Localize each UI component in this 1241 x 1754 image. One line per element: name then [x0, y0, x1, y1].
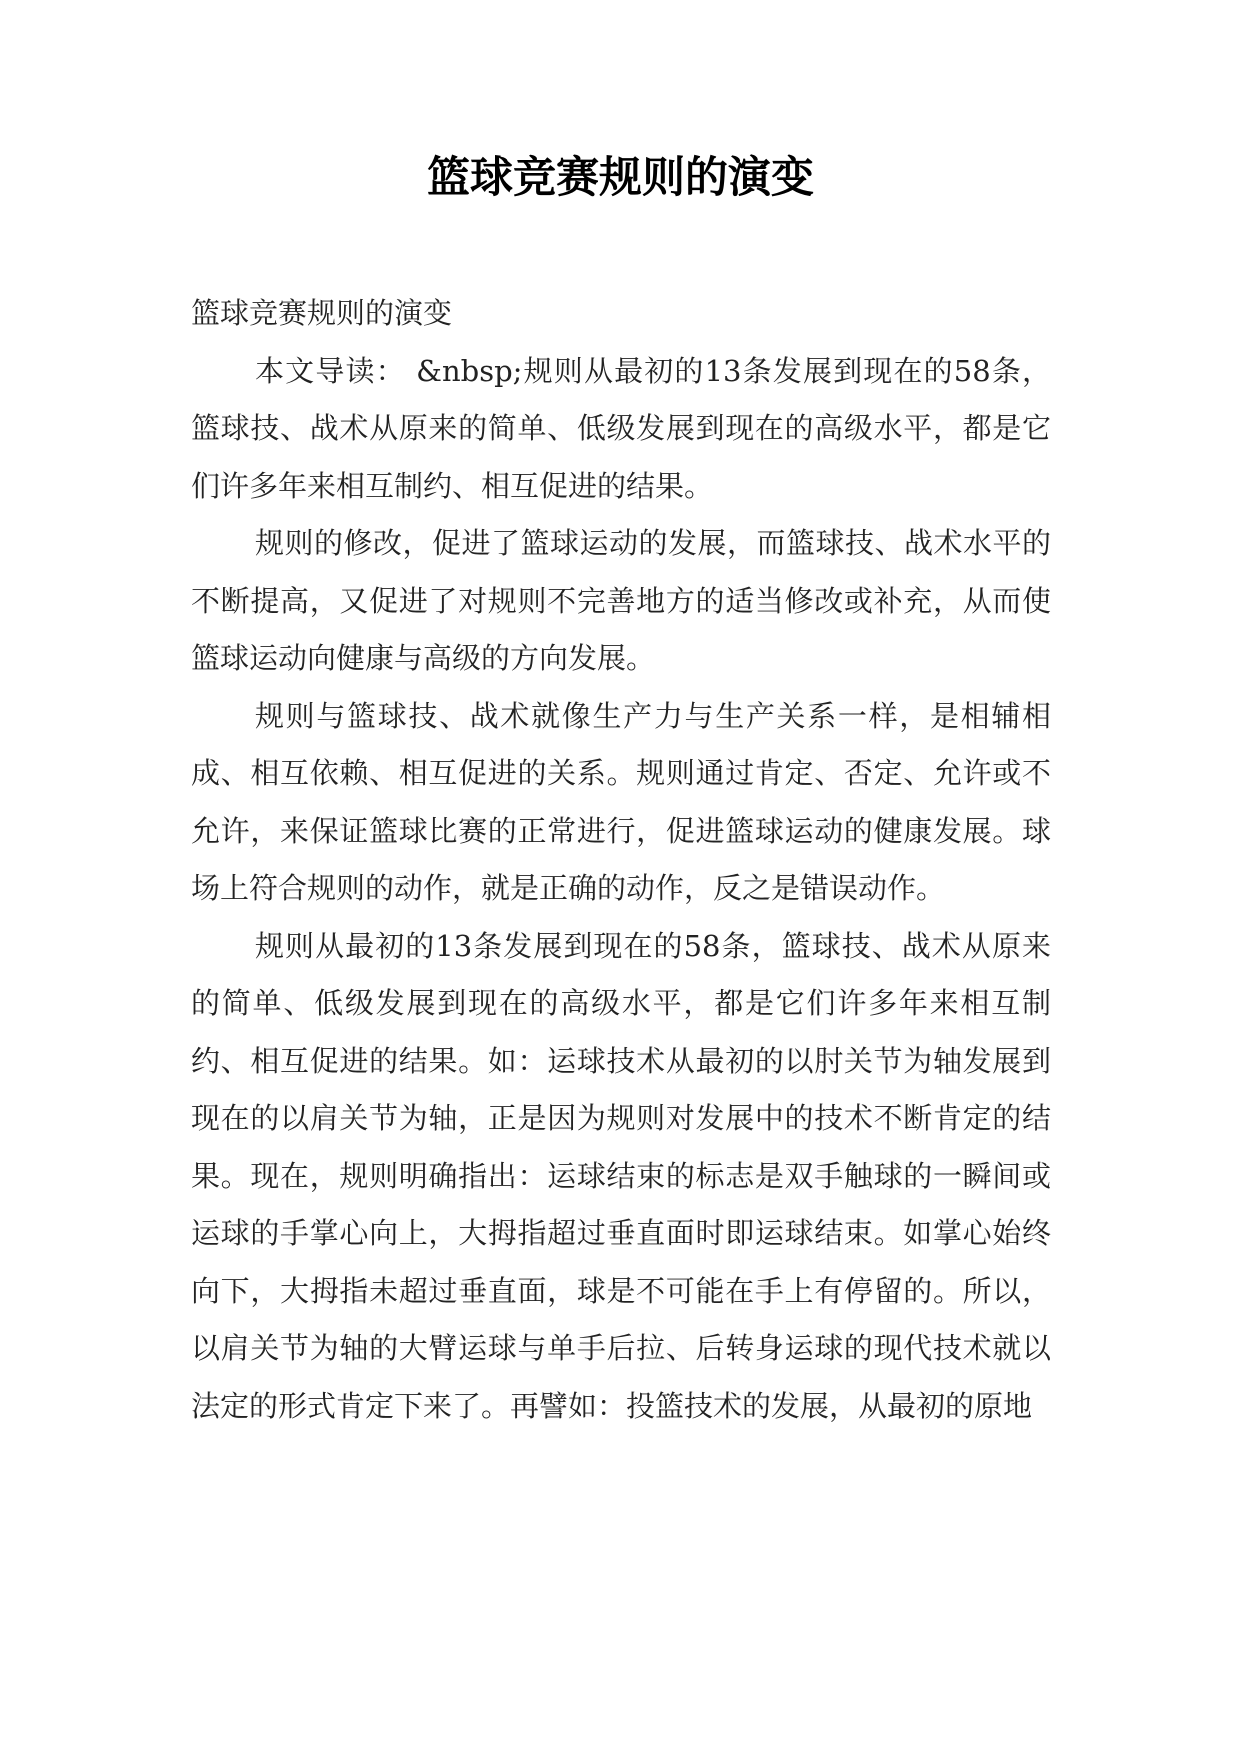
document-title: 篮球竞赛规则的演变: [427, 153, 814, 203]
body-paragraph: 规则与篮球技、战术就像生产力与生产关系一样，是相辅相成、相互依赖、相互促进的关系。规则通过肯定、否定、允许或不允许，来保证篮球比赛的正常进行，促进篮球运动的健康发展。球场上符合规则的动作，就是正确的动作，反之是错误动作。: [191, 698, 1051, 905]
body-paragraph: 规则的修改，促进了篮球运动的发展，而篮球技、战术水平的不断提高，又促进了对规则不完善地方的适当修改或补充，从而使篮球运动向健康与高级的方向发展。: [191, 526, 1051, 675]
body-paragraph: 本文导读： &nbsp;规则从最初的13条发展到现在的58条，篮球技、战术从原来的简单、低级发展到现在的高级水平，都是它们许多年来相互制约、相互促进的结果。: [191, 353, 1051, 503]
body-paragraph: 篮球竞赛规则的演变: [191, 296, 453, 330]
document-body: [191, 285, 1051, 1435]
body-paragraph: 规则从最初的13条发展到现在的58条，篮球技、战术从原来的简单、低级发展到现在的高级水平，都是它们许多年来相互制约、相互促进的结果。如：运球技术从最初的以肘关节为轴发展到现在的以肩关节为轴，正是因为规则对发展中的技术不断肯定的结果。现在，规则明确指出：运球结束的标志是双手触球的一瞬间或运球的手掌心向上，大拇指超过垂直面时即运球结束。如掌心始终向下，大拇指未超过垂直面，球是不可能在手上有停留的。所以，以肩关节为轴的大臂运球与单手后拉、后转身运球的现代技术就以法定的形式肯定下来了。再譬如：投篮技术的发展，从最初的原地: [191, 928, 1051, 1423]
